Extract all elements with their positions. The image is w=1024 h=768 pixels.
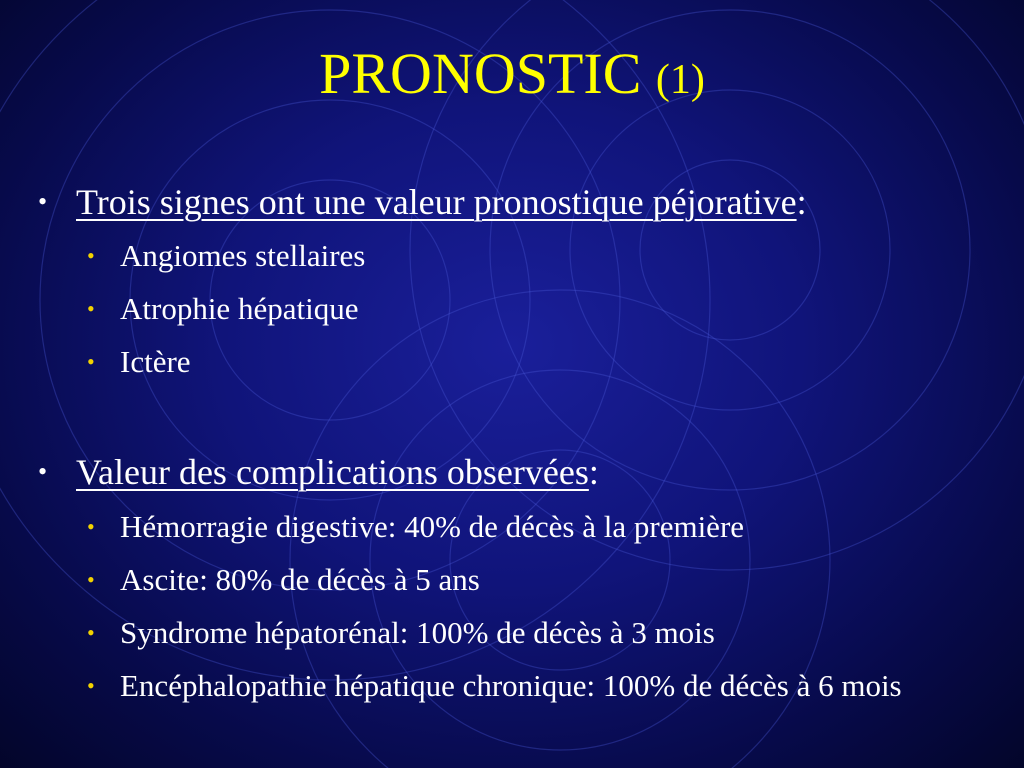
bullet-icon: • <box>38 457 48 486</box>
sub-bullet-text: Syndrome hépatorénal: 100% de décès à 3 mois <box>120 615 715 650</box>
section-2-suffix: : <box>588 452 599 492</box>
title-main: PRONOSTIC <box>319 41 642 106</box>
sub-bullet-icon: • <box>87 296 95 321</box>
sub-bullet-icon: • <box>87 567 95 592</box>
sub-bullet-icon: • <box>87 243 95 268</box>
sub-bullet-text: Ascite: 80% de décès à 5 ans <box>120 562 480 597</box>
section-2-heading: Valeur des complications observées <box>76 452 589 492</box>
sub-bullet-icon: • <box>87 514 95 539</box>
sub-bullet-icon: • <box>87 620 95 645</box>
sub-bullet-icon: • <box>87 673 95 698</box>
section-1-heading: Trois signes ont une valeur pronostique péjorative <box>76 182 797 222</box>
bullet-icon: • <box>38 187 48 216</box>
sub-bullet-text: Angiomes stellaires <box>120 238 366 273</box>
sub-bullet-icon: • <box>87 349 95 374</box>
title-sub: (1) <box>655 57 705 103</box>
sub-bullet-text: Atrophie hépatique <box>120 291 359 326</box>
sub-bullet-text: Encéphalopathie hépatique chronique: 100% de décès à 6 mois <box>120 668 902 703</box>
section-1-suffix: : <box>796 182 807 222</box>
sub-bullet-text: Hémorragie digestive: 40% de décès à la première <box>120 509 745 544</box>
sub-bullet-text: Ictère <box>120 344 191 379</box>
slide-title <box>0 38 1024 116</box>
